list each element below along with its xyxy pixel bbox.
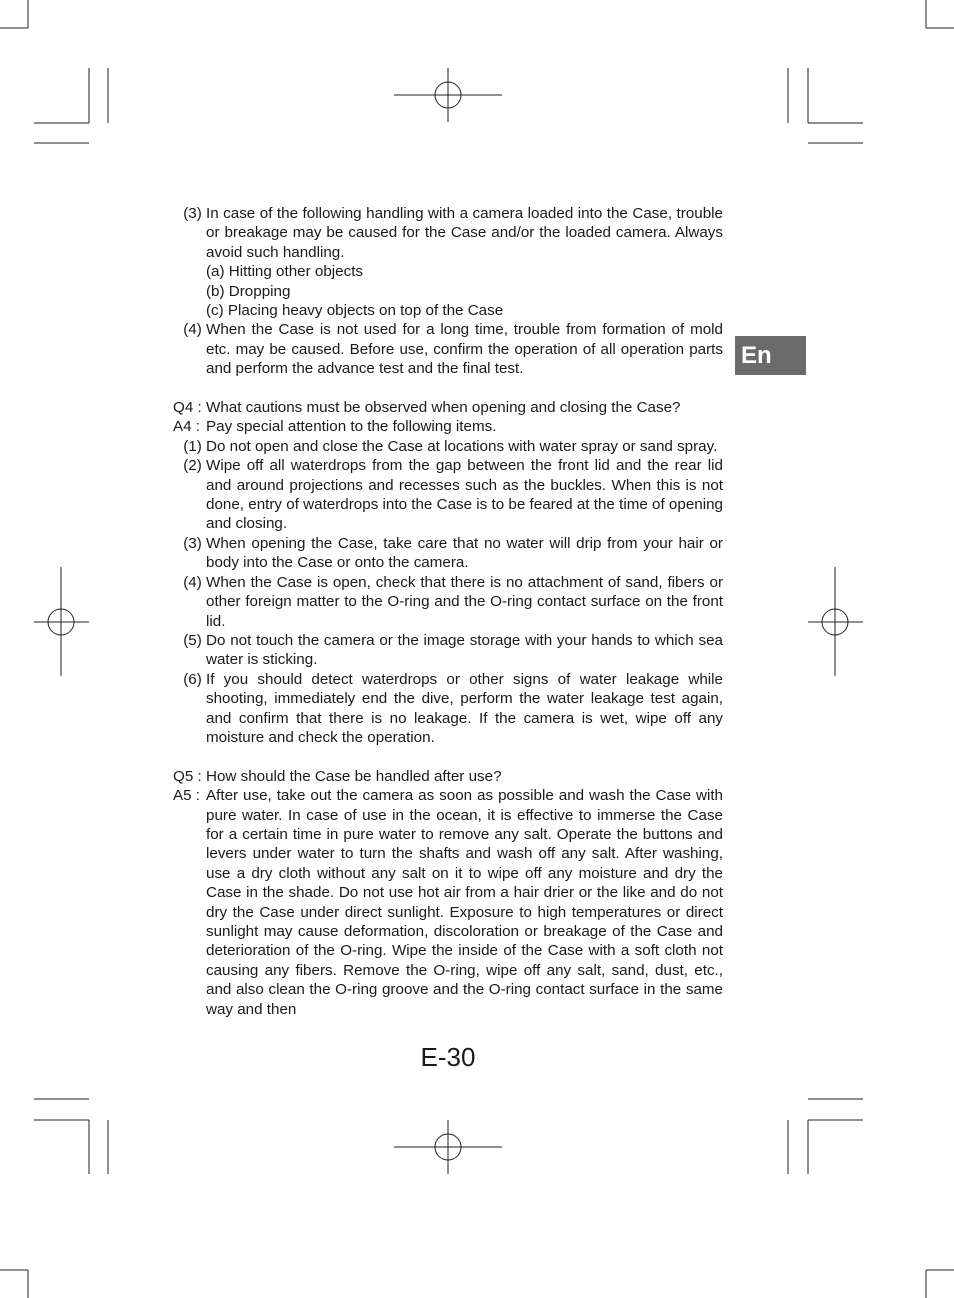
list-item <box>173 456 723 534</box>
question-label: Q5 : <box>173 767 202 785</box>
item-number: (2) <box>183 457 202 475</box>
item-number: (5) <box>183 631 202 649</box>
sub-item: (c) Placing heavy objects on top of the Case <box>206 302 504 320</box>
sub-item: (a) Hitting other objects <box>206 263 364 281</box>
item-text: When the Case is not used for a long time, trouble from formation of mold etc. may be caused. Before use, confirm the operation of all operation parts and perform the advance test and the final test. <box>206 321 723 378</box>
item-text: Do not open and close the Case at locations with water spray or sand spray. <box>206 437 718 455</box>
list-item <box>173 670 723 748</box>
item-text: In case of the following handling with a camera loaded into the Case, trouble or breakage may be caused for the Case and/or the loaded camera. Always avoid such handling. <box>206 205 723 261</box>
item-text: When opening the Case, take care that no water will drip from your hair or body into the Case or onto the camera. <box>206 534 723 572</box>
question-row <box>173 767 723 786</box>
list-item <box>173 204 723 262</box>
item-number: (6) <box>183 670 202 688</box>
list-item <box>173 534 723 573</box>
question-text: What cautions must be observed when opening and closing the Case? <box>206 399 681 417</box>
item-text: Do not touch the camera or the image storage with your hands to which sea water is sticking. <box>206 631 723 669</box>
item-number: (3) <box>183 205 202 222</box>
language-tab: En <box>735 336 806 375</box>
item-text: When the Case is open, check that there is no attachment of sand, fibers or other foreign matter to the O-ring and the O-ring contact surface on the front lid. <box>206 573 723 630</box>
item-number: (4) <box>183 321 202 339</box>
item-number: (4) <box>183 573 202 591</box>
page-number: E-30 <box>420 1042 476 1072</box>
list-item <box>173 437 723 456</box>
list-item <box>173 573 723 631</box>
answer-label: A5 : <box>173 787 201 805</box>
question-row <box>173 398 723 417</box>
sub-item: (b) Dropping <box>206 282 291 300</box>
item-number: (1) <box>183 437 202 455</box>
list-item <box>173 320 723 378</box>
question-label: Q4 : <box>173 399 202 417</box>
answer-text: After use, take out the camera as soon as possible and wash the Case with pure water. In case of use in the ocean, it is effective to immerse the Case for a certain time in pure water to remove any salt. Operate the buttons and levers under water to turn the shafts and wash off any salt. After washing, use a dry cloth without any salt on it to wipe off any moisture and dry the Case in the shade. Do not use hot air from a hair drier or the like and do not dry the Case under direct sunlight. Exposure to high temperatures or direct sunlight may cause deformation, discoloration or breakage of the Case and deterioration of the O-ring. Wipe the inside of the Case with a soft cloth not causing any fibers. Remove the O-ring, wipe off any salt, sand, dust, etc., and also clean the O-ring groove and the O-ring contact surface in the same way and then <box>206 787 723 1018</box>
list-item <box>173 631 723 670</box>
item-number: (3) <box>183 534 202 552</box>
item-text: If you should detect waterdrops or other signs of water leakage while shooting, immediately end the dive, perform the water leakage test again, and confirm that there is no leakage. If the camera is wet, wipe off any moisture and check the operation. <box>206 670 723 746</box>
item-text: Wipe off all waterdrops from the gap between the front lid and the rear lid and around projections and recesses such as the buckles. When this is not done, entry of waterdrops into the Case is to be feared at the time of opening and closing. <box>206 457 723 533</box>
question-text: How should the Case be handled after use? <box>206 767 502 785</box>
answer-row <box>173 417 723 436</box>
answer-row <box>173 786 723 1019</box>
answer-label: A4 : <box>173 418 201 436</box>
manual-body <box>173 204 723 1019</box>
answer-text: Pay special attention to the following items. <box>206 418 497 436</box>
